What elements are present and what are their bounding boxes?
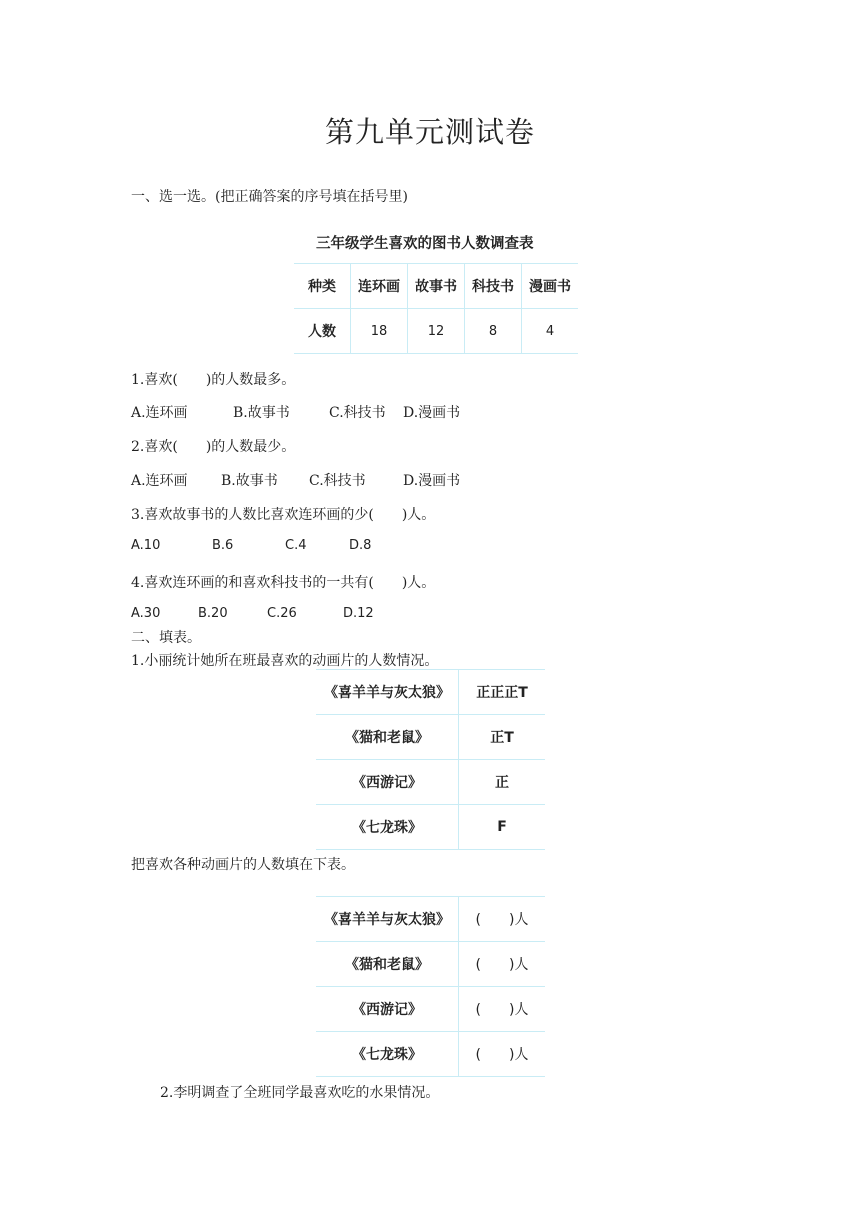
- count-cell: 8: [465, 309, 522, 354]
- question-1: 1.喜欢( )的人数最多。: [131, 372, 296, 388]
- answer-blank-cell: ( )人: [459, 1032, 546, 1077]
- cartoon-name-cell: 《七龙珠》: [316, 805, 459, 850]
- fill-in-table: [316, 896, 545, 1077]
- answer-blank-cell: ( )人: [459, 942, 546, 987]
- section2-question-2: 2.李明调查了全班同学最喜欢吃的水果情况。: [160, 1085, 440, 1101]
- q4-option-b: B.20: [198, 606, 228, 621]
- cartoon-name-cell: 《喜羊羊与灰太狼》: [316, 897, 459, 942]
- q1-option-a: A.连环画: [131, 405, 188, 421]
- category-cell: 连环画: [351, 264, 408, 309]
- row-header-kind: 种类: [294, 264, 351, 309]
- count-cell: 18: [351, 309, 408, 354]
- table-row: [316, 987, 545, 1032]
- count-cell: 12: [408, 309, 465, 354]
- cartoon-name-cell: 《七龙珠》: [316, 1032, 459, 1077]
- section1-heading: 一、选一选。(把正确答案的序号填在括号里): [131, 189, 408, 205]
- q2-option-a: A.连环画: [131, 473, 188, 489]
- q2-option-b: B.故事书: [221, 473, 278, 489]
- cartoon-name-cell: 《西游记》: [316, 987, 459, 1032]
- q1-option-b: B.故事书: [233, 405, 290, 421]
- book-survey-table: [294, 263, 578, 354]
- section2-question-1: 1.小丽统计她所在班最喜欢的动画片的人数情况。: [131, 653, 439, 669]
- question-3: 3.喜欢故事书的人数比喜欢连环画的少( )人。: [131, 507, 436, 523]
- table-row-categories: [294, 264, 578, 309]
- cartoon-name-cell: 《喜羊羊与灰太狼》: [316, 670, 459, 715]
- table-row-counts: [294, 309, 578, 354]
- q3-option-b: B.6: [212, 538, 234, 553]
- q2-option-c: C.科技书: [309, 473, 366, 489]
- page-title: 第九单元测试卷: [324, 115, 535, 149]
- q3-option-c: C.4: [285, 538, 307, 553]
- category-cell: 科技书: [465, 264, 522, 309]
- q3-option-d: D.8: [349, 538, 372, 553]
- answer-blank-cell: ( )人: [459, 897, 546, 942]
- tally-table: [316, 669, 545, 850]
- q1-option-d: D.漫画书: [403, 405, 461, 421]
- cartoon-name-cell: 《西游记》: [316, 760, 459, 805]
- table-row: [316, 1032, 545, 1077]
- survey-table-caption: 三年级学生喜欢的图书人数调查表: [316, 236, 534, 252]
- tally-cell: F: [459, 805, 546, 850]
- tally-cell: 正T: [459, 715, 546, 760]
- tally-cell: 正正正T: [459, 670, 546, 715]
- table-row: [316, 897, 545, 942]
- section2-heading: 二、填表。: [131, 630, 201, 646]
- q2-option-d: D.漫画书: [403, 473, 461, 489]
- q4-option-a: A.30: [131, 606, 161, 621]
- row-header-count: 人数: [294, 309, 351, 354]
- answer-blank-cell: ( )人: [459, 987, 546, 1032]
- question-2: 2.喜欢( )的人数最少。: [131, 439, 296, 455]
- q3-option-a: A.10: [131, 538, 161, 553]
- question-4: 4.喜欢连环画的和喜欢科技书的一共有( )人。: [131, 575, 436, 591]
- q1-option-c: C.科技书: [329, 405, 386, 421]
- count-cell: 4: [522, 309, 579, 354]
- table-row: [316, 715, 545, 760]
- cartoon-name-cell: 《猫和老鼠》: [316, 715, 459, 760]
- table-row: [316, 760, 545, 805]
- table-row: [316, 670, 545, 715]
- table-row: [316, 942, 545, 987]
- q4-option-c: C.26: [267, 606, 297, 621]
- fill-table-instruction: 把喜欢各种动画片的人数填在下表。: [131, 857, 355, 873]
- cartoon-name-cell: 《猫和老鼠》: [316, 942, 459, 987]
- category-cell: 漫画书: [522, 264, 579, 309]
- table-row: [316, 805, 545, 850]
- category-cell: 故事书: [408, 264, 465, 309]
- tally-cell: 正: [459, 760, 546, 805]
- q4-option-d: D.12: [343, 606, 374, 621]
